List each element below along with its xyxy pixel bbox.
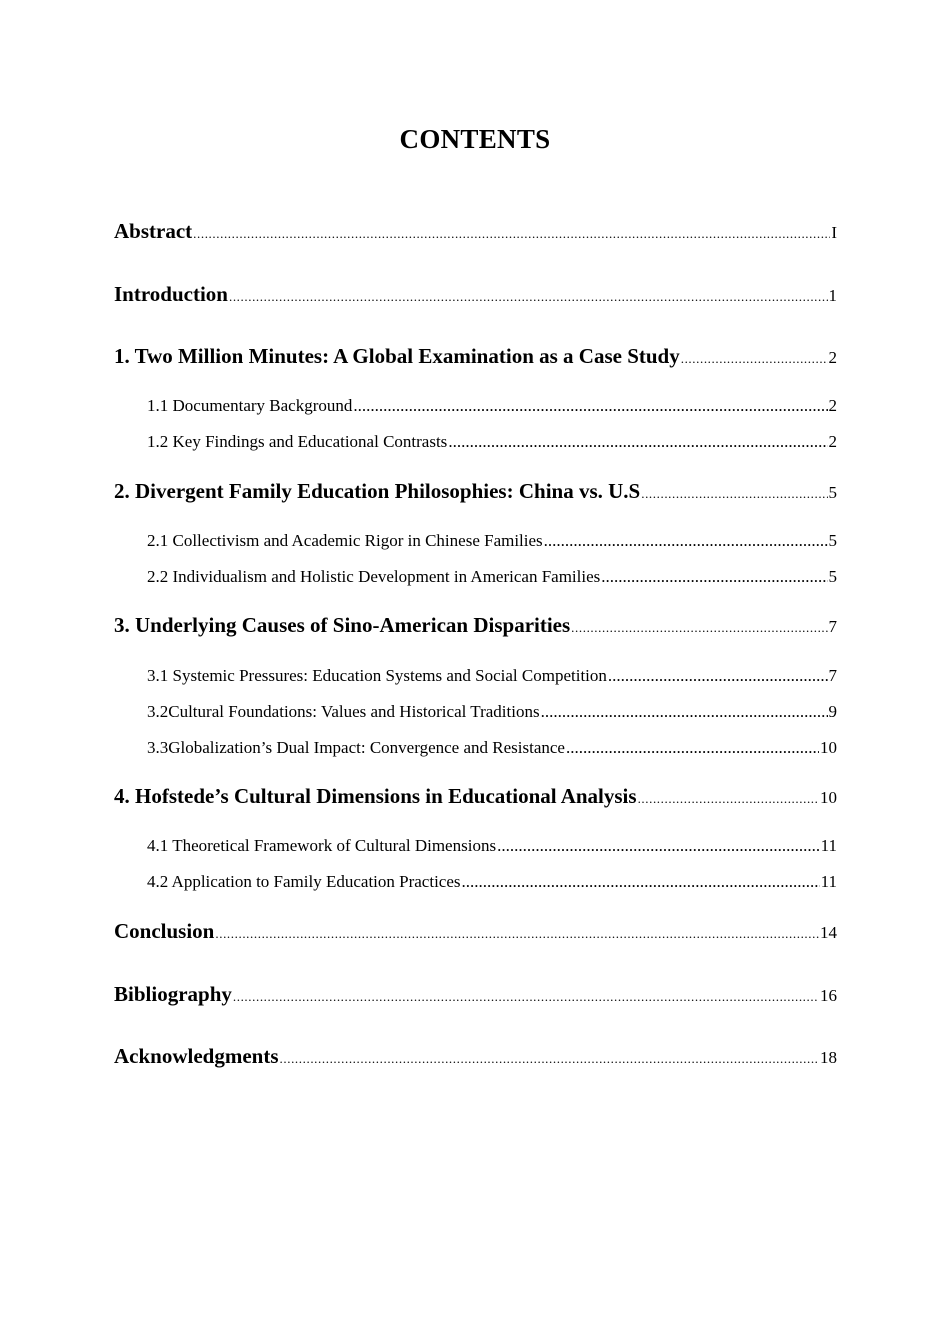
toc-entry-section-1-1 <box>147 396 837 416</box>
toc-entry-label: Bibliography <box>114 982 232 1006</box>
dot-leader <box>229 289 828 305</box>
toc-entry-label: Abstract <box>114 219 193 243</box>
toc-entry-label: Introduction <box>114 282 228 306</box>
toc-page-number: 5 <box>828 531 837 550</box>
dot-leader <box>638 791 819 807</box>
toc-page-number: 16 <box>820 986 837 1005</box>
toc-entry-section-1-2 <box>147 432 837 452</box>
toc-entry-chapter-1 <box>114 344 837 369</box>
dot-leader <box>541 702 828 722</box>
toc-entry-chapter-2 <box>114 479 837 504</box>
toc-page-number: 5 <box>828 567 837 586</box>
toc-entry-section-4-1 <box>147 836 837 856</box>
dot-leader <box>681 351 828 367</box>
toc-page-number: 2 <box>828 432 837 451</box>
toc-entry-label: 4.1 Theoretical Framework of Cultural Dimensions <box>147 836 497 855</box>
toc-entry-acknowledgments <box>114 1044 837 1069</box>
toc-entry-label: 4.2 Application to Family Education Practices <box>147 872 461 891</box>
toc-entry-label: 3.1 Systemic Pressures: Education Systems and Social Competition <box>147 666 607 685</box>
dot-leader <box>497 836 820 856</box>
toc-page-number: 7 <box>828 617 837 636</box>
toc-entry-label: 1.2 Key Findings and Educational Contrasts <box>147 432 448 451</box>
dot-leader <box>462 872 820 892</box>
toc-page-number: 11 <box>820 836 837 855</box>
toc-entry-chapter-4 <box>114 784 837 809</box>
toc-entry-conclusion <box>114 919 837 944</box>
toc-page-number: 9 <box>828 702 837 721</box>
toc-page-number: 2 <box>828 396 837 415</box>
toc-page-number: 2 <box>828 348 837 367</box>
toc-page-number: 5 <box>828 483 837 502</box>
dot-leader <box>233 989 819 1005</box>
toc-entry-section-4-2 <box>147 872 837 892</box>
dot-leader <box>448 432 827 452</box>
toc-entry-section-3-3 <box>147 738 837 758</box>
toc-entry-label: 1.1 Documentary Background <box>147 396 353 415</box>
page-title: CONTENTS <box>399 124 551 154</box>
toc-entry-abstract <box>114 219 837 244</box>
dot-leader <box>280 1051 819 1067</box>
toc-page-number: 14 <box>820 923 837 942</box>
toc-entry-label: 3. Underlying Causes of Sino-American Disparities <box>114 613 571 637</box>
toc-entry-section-2-2 <box>147 567 837 587</box>
toc-entry-label: 1. Two Million Minutes: A Global Examination as a Case Study <box>114 344 680 368</box>
toc-page-number: 18 <box>820 1048 837 1067</box>
toc-entry-label: 4. Hofstede’s Cultural Dimensions in Educational Analysis <box>114 784 637 808</box>
dot-leader <box>544 531 828 551</box>
toc-page-number: 7 <box>828 666 837 685</box>
toc-entry-label: 3.2Cultural Foundations: Values and Historical Traditions <box>147 702 540 721</box>
toc-entry-label: 2. Divergent Family Education Philosophies: China vs. U.S <box>114 479 641 503</box>
toc-entry-label: Conclusion <box>114 919 215 943</box>
dot-leader <box>601 567 827 587</box>
toc-page-number: 10 <box>820 788 837 807</box>
toc-entry-section-3-1 <box>147 666 837 686</box>
toc-entry-label: 2.2 Individualism and Holistic Development in American Families <box>147 567 601 586</box>
dot-leader <box>215 926 819 942</box>
dot-leader <box>608 666 828 686</box>
dot-leader <box>571 620 827 636</box>
dot-leader <box>193 226 830 242</box>
toc-entry-label: Acknowledgments <box>114 1044 279 1068</box>
toc-page-number: 11 <box>820 872 837 891</box>
toc-page-number: 10 <box>820 738 837 757</box>
dot-leader <box>566 738 819 758</box>
toc-entry-bibliography <box>114 982 837 1007</box>
toc-page-number: 1 <box>828 286 837 305</box>
toc-page-number: I <box>831 223 837 242</box>
toc-entry-introduction <box>114 282 837 307</box>
toc-entry-label: 3.3Globalization’s Dual Impact: Convergence and Resistance <box>147 738 565 757</box>
toc-entry-label: 2.1 Collectivism and Academic Rigor in Chinese Families <box>147 531 543 550</box>
dot-leader <box>353 396 827 416</box>
toc-entry-section-3-2 <box>147 702 837 722</box>
dot-leader <box>641 486 827 502</box>
toc-entry-section-2-1 <box>147 531 837 551</box>
toc-entry-chapter-3 <box>114 613 837 638</box>
